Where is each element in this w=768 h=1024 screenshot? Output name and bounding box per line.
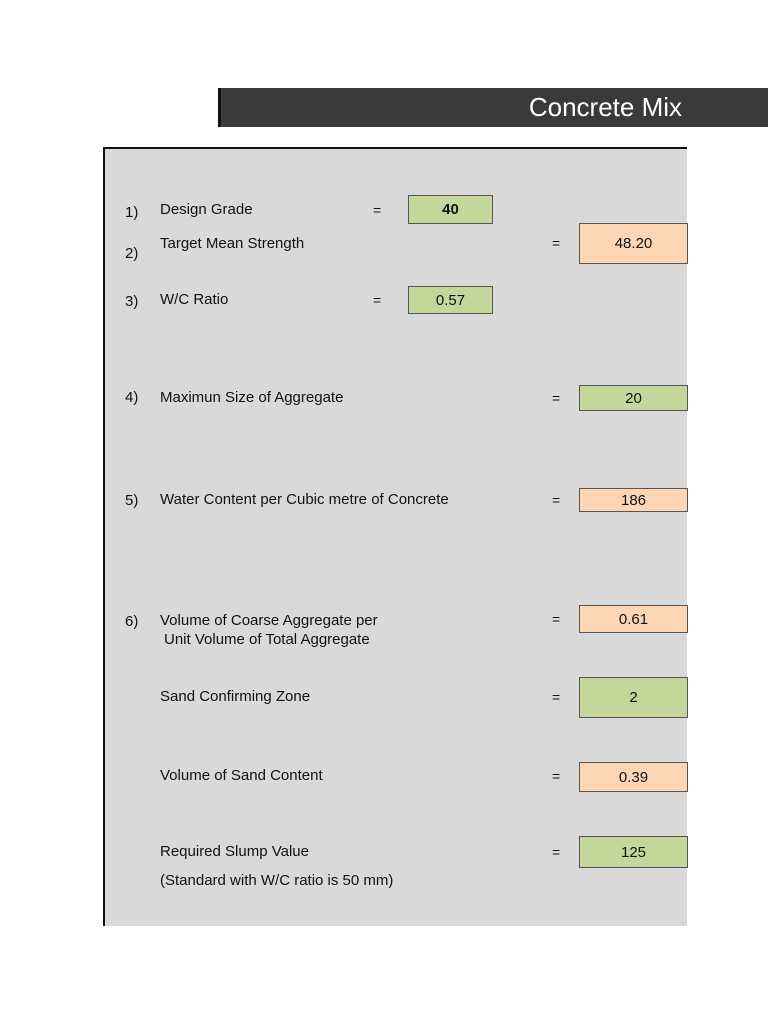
row-number: 1) — [125, 204, 139, 221]
title-bar — [218, 88, 768, 127]
equals-sign: = — [552, 492, 561, 508]
target-mean-strength-label: Target Mean Strength — [160, 235, 305, 252]
max-aggregate-size-input[interactable]: 20 — [579, 385, 688, 411]
row-number: 5) — [125, 492, 139, 509]
coarse-aggregate-volume-value: 0.61 — [579, 605, 688, 633]
row-number: 6) — [125, 613, 139, 630]
equals-sign: = — [552, 844, 561, 860]
equals-sign: = — [552, 390, 561, 406]
design-grade-input[interactable]: 40 — [408, 195, 493, 224]
equals-sign: = — [552, 611, 561, 627]
target-mean-strength-value: 48.20 — [579, 223, 688, 264]
wc-ratio-input[interactable]: 0.57 — [408, 286, 493, 314]
water-content-value: 186 — [579, 488, 688, 512]
sand-zone-label: Sand Confirming Zone — [160, 688, 311, 705]
slump-value-label: Required Slump Value — [160, 843, 309, 860]
water-content-label: Water Content per Cubic metre of Concrete — [160, 491, 449, 508]
mix-design-panel — [103, 147, 687, 926]
sand-zone-input[interactable]: 2 — [579, 677, 688, 718]
coarse-aggregate-volume-label: Volume of Coarse Aggregate per — [160, 612, 378, 629]
sand-volume-value: 0.39 — [579, 762, 688, 792]
row-number: 4) — [125, 389, 139, 406]
row-number: 2) — [125, 245, 139, 262]
slump-value-input[interactable]: 125 — [579, 836, 688, 868]
max-aggregate-size-label: Maximun Size of Aggregate — [160, 389, 344, 406]
equals-sign: = — [552, 235, 561, 251]
coarse-aggregate-volume-sublabel: Unit Volume of Total Aggregate — [164, 631, 370, 648]
design-grade-label: Design Grade — [160, 201, 253, 218]
equals-sign: = — [552, 768, 561, 784]
slump-value-note: (Standard with W/C ratio is 50 mm) — [160, 872, 394, 889]
equals-sign: = — [552, 689, 561, 705]
row-number: 3) — [125, 293, 139, 310]
equals-sign: = — [373, 292, 382, 308]
page-title: Concrete Mix — [528, 92, 682, 122]
wc-ratio-label: W/C Ratio — [160, 291, 229, 308]
equals-sign: = — [373, 202, 382, 218]
sand-volume-label: Volume of Sand Content — [160, 767, 323, 784]
